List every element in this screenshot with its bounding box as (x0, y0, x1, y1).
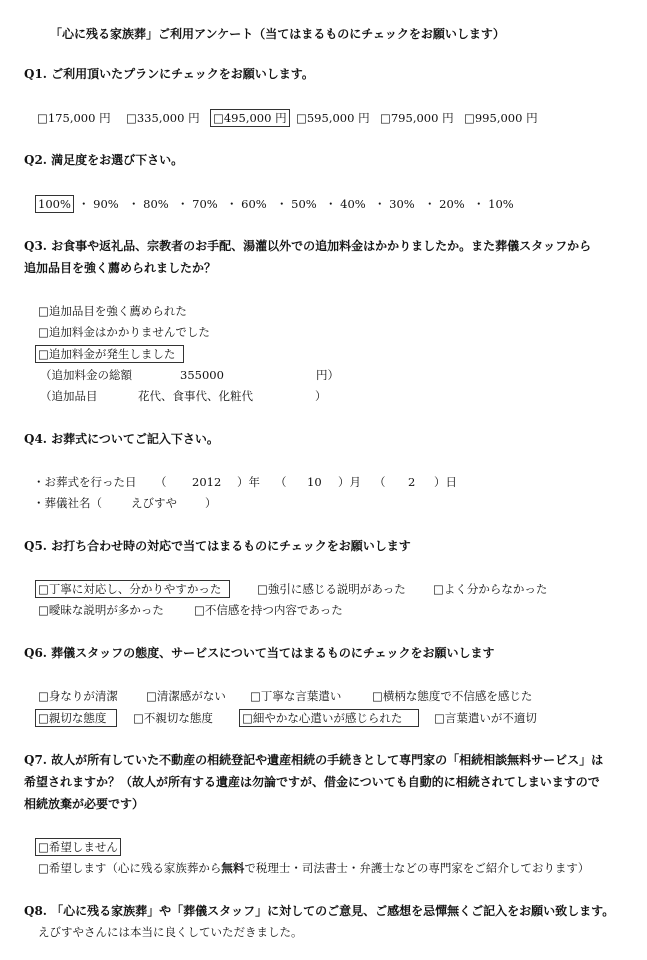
q7-question-line2: 希望されますか？（故人が所有する遺産は勿論ですが、借金についても自動的に相続されてしまいますので (24, 775, 600, 789)
q7-question-line1: Q7. 故人が所有していた不動産の相続登記や遺産相続の手続きとして専門家の「相続相談無料サービス」は (24, 753, 604, 767)
q4-day-open: （ (374, 475, 386, 489)
q4-company-label: ・葬儀社名（ (33, 496, 102, 510)
q5-option-distrust[interactable]: □不信感を持つ内容であった (194, 603, 343, 617)
q2-option-30[interactable]: ・ 30% (374, 197, 415, 211)
q4-year-value[interactable]: 2012 (192, 475, 222, 489)
q1-option-335000[interactable]: □335,000 円 (126, 111, 200, 125)
q4-company-close: ） (205, 496, 217, 510)
q6-option-kind-selected[interactable]: □親切な態度 (35, 709, 117, 727)
q7-option-request-text: □希望します（心に残る家族葬から (38, 861, 222, 875)
q5-option-pushy[interactable]: □強引に感じる説明があった (257, 582, 406, 596)
q1-option-795000[interactable]: □795,000 円 (380, 111, 454, 125)
q1-question: Q1. ご利用頂いたプランにチェックをお願いします。 (24, 67, 314, 81)
q5-option-clear-selected[interactable]: □丁寧に対応し、分かりやすかった (35, 580, 230, 598)
q7-free-emphasis: 無料 (221, 861, 245, 875)
q6-option-polite-speech[interactable]: □丁寧な言葉遣い (250, 689, 342, 703)
q3-total-unit: 円） (316, 368, 339, 382)
q4-company-value[interactable]: えびすや (131, 496, 177, 510)
q6-option-attentive-selected[interactable]: □細やかな心遣いが感じられた (239, 709, 419, 727)
q2-option-80[interactable]: ・ 80% (128, 197, 169, 211)
q3-items-close: ） (315, 389, 327, 403)
q2-option-40[interactable]: ・ 40% (325, 197, 366, 211)
q4-date-label: ・お葬式を行った日 (33, 475, 137, 489)
q4-year-open: （ (155, 475, 167, 489)
q6-option-unclean[interactable]: □清潔感がない (146, 689, 226, 703)
q2-option-70[interactable]: ・ 70% (177, 197, 218, 211)
q3-total-label: （追加料金の総額 (40, 368, 132, 382)
q3-question-line2: 追加品目を強く薦められましたか？ (24, 261, 217, 275)
q2-option-20[interactable]: ・ 20% (424, 197, 465, 211)
q6-question: Q6. 葬儀スタッフの態度、サービスについて当てはまるものにチェックをお願いします (24, 646, 495, 660)
q2-question: Q2. 満足度をお選び下さい。 (24, 153, 184, 167)
q3-total-value[interactable]: 355000 (180, 368, 224, 382)
q3-option-extra-selected[interactable]: □追加料金が発生しました (35, 345, 184, 363)
q2-option-10[interactable]: ・ 10% (473, 197, 514, 211)
q6-option-rude-speech[interactable]: □言葉遣いが不適切 (434, 711, 537, 725)
q5-question: Q5. お打ち合わせ時の対応で当てはまるものにチェックをお願いします (24, 539, 411, 553)
q4-month-open: （ (275, 475, 287, 489)
q3-items-label: （追加品目 (40, 389, 98, 403)
q8-answer[interactable]: えびすやさんには本当に良くしていただきました。 (38, 925, 303, 939)
q7-option-request-text-rest: で税理士・司法書士・弁護士などの専門家をご紹介しております） (244, 861, 590, 875)
q2-option-90[interactable]: ・ 90% (78, 197, 119, 211)
q3-question-line1: Q3. お食事や返礼品、宗教者のお手配、湯灌以外での追加料金はかかりましたか。また葬儀スタッフから (24, 239, 592, 253)
q7-option-decline-selected[interactable]: □希望しません (35, 838, 121, 856)
q6-option-arrogant[interactable]: □横柄な態度で不信感を感じた (372, 689, 533, 703)
q4-day-value[interactable]: 2 (408, 475, 416, 489)
q5-option-unclear[interactable]: □よく分からなかった (433, 582, 548, 596)
q5-option-vague[interactable]: □曖昧な説明が多かった (38, 603, 164, 617)
q8-question: Q8. 「心に残る家族葬」や「葬儀スタッフ」に対してのご意見、ご感想を忌憚無くご記入をお願い致します。 (24, 904, 615, 918)
q1-option-495000-selected[interactable]: □495,000 円 (210, 109, 290, 127)
q4-month-unit: ）月 (338, 475, 361, 489)
q3-option-no-extra[interactable]: □追加料金はかかりませんでした (38, 325, 210, 339)
q3-option-upsell[interactable]: □追加品目を強く薦められた (38, 304, 187, 318)
q4-month-value[interactable]: 10 (307, 475, 322, 489)
q1-option-995000[interactable]: □995,000 円 (464, 111, 538, 125)
page-title: 「心に残る家族葬」ご利用アンケート（当てはまるものにチェックをお願いします） (50, 27, 505, 41)
q6-option-unkind[interactable]: □不親切な態度 (133, 711, 213, 725)
q4-year-unit: ）年 (237, 475, 260, 489)
q2-option-50[interactable]: ・ 50% (276, 197, 317, 211)
q4-day-unit: ）日 (434, 475, 457, 489)
q4-question: Q4. お葬式についてご記入下さい。 (24, 432, 219, 446)
q7-question-line3: 相続放棄が必要です） (24, 797, 145, 811)
q1-option-175000[interactable]: □175,000 円 (37, 111, 111, 125)
q7-option-request[interactable] (38, 860, 589, 876)
q3-items-value[interactable]: 花代、食事代、化粧代 (138, 389, 253, 403)
q1-option-595000[interactable]: □595,000 円 (296, 111, 370, 125)
q6-option-neat[interactable]: □身なりが清潔 (38, 689, 118, 703)
q2-option-60[interactable]: ・ 60% (226, 197, 267, 211)
q2-option-100-selected[interactable]: 100% (35, 195, 74, 213)
